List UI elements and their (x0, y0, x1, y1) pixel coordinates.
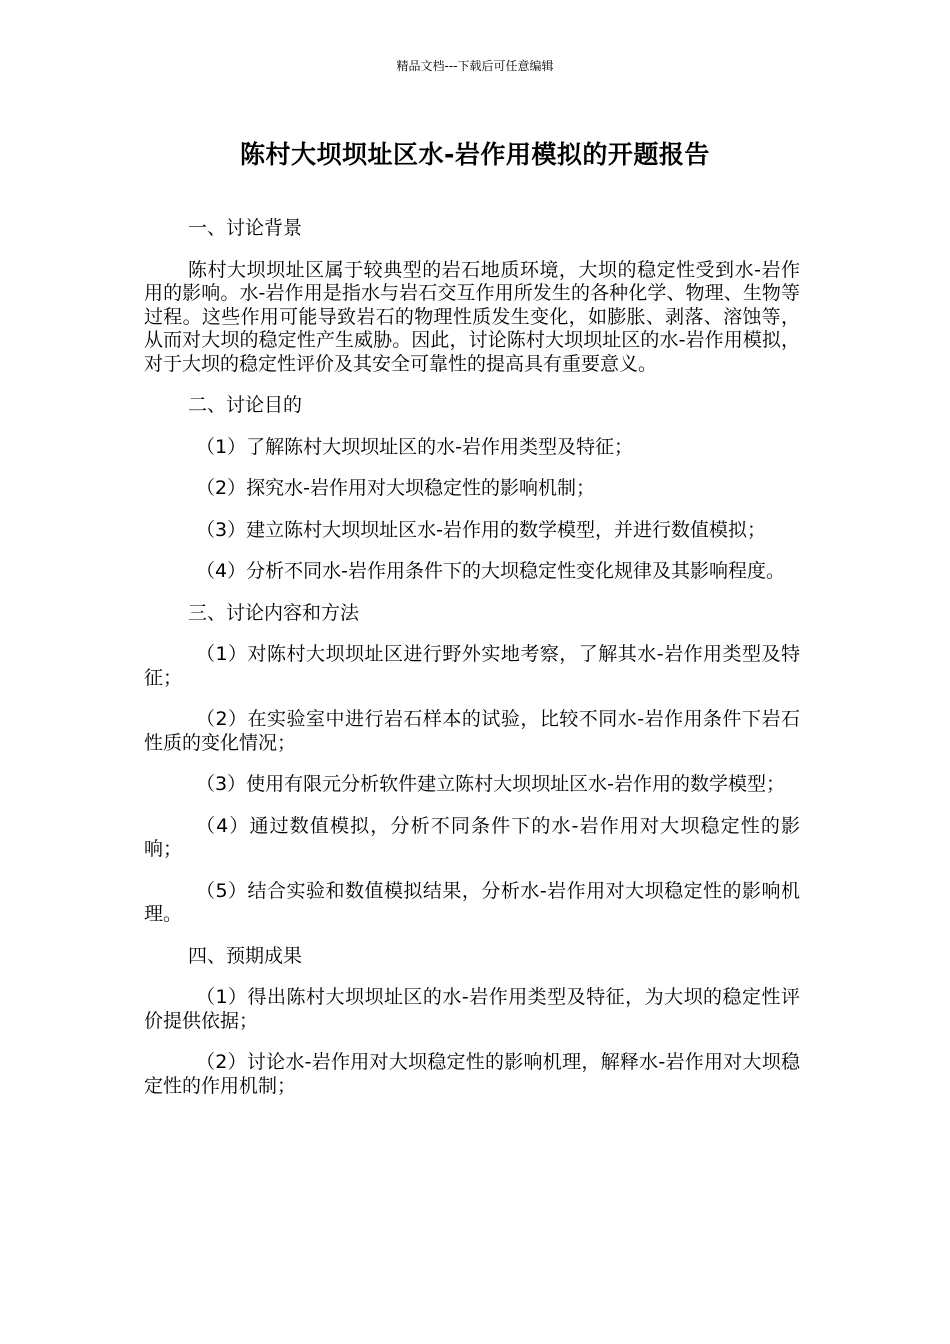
paragraph-background: 陈村大坝坝址区属于较典型的岩石地质环境，大坝的稳定性受到水-岩作用的影响。水-岩作用是指水与岩石交互作用所发生的各种化学、物理、生物等过程。这些作用可能导致岩石的物理性质发生变化，如膨胀、剥落、溶蚀等，从而对大坝的稳定性产生威胁。因此，讨论陈村大坝坝址区的水-岩作用模拟，对于大坝的稳定性评价及其安全可靠性的提高具有重要意义。 (144, 258, 800, 375)
document-title: 陈村大坝坝址区水-岩作用模拟的开题报告 (240, 140, 710, 169)
header-note: 精品文档---下载后可任意编辑 (396, 59, 554, 73)
list-item: （3）使用有限元分析软件建立陈村大坝坝址区水-岩作用的数学模型； (196, 773, 785, 795)
list-item: （1）对陈村大坝坝址区进行野外实地考察，了解其水-岩作用类型及特征； (144, 643, 800, 689)
section-heading-expected-results: 四、预期成果 (188, 944, 303, 967)
list-item: （1）了解陈村大坝坝址区的水-岩作用类型及特征； (196, 435, 633, 458)
list-item: （4）通过数值模拟，分析不同条件下的水-岩作用对大坝稳定性的影响； (144, 814, 800, 860)
section-heading-background: 一、讨论背景 (188, 217, 303, 239)
list-item: （2）探究水-岩作用对大坝稳定性的影响机制； (196, 477, 595, 499)
list-item: （4）分析不同水-岩作用条件下的大坝稳定性变化规律及其影响程度。 (196, 560, 785, 582)
list-item: （2）讨论水-岩作用对大坝稳定性的影响机理，解释水-岩作用对大坝稳定性的作用机制； (144, 1051, 800, 1097)
document-body (144, 217, 800, 1116)
list-item: （3）建立陈村大坝坝址区水-岩作用的数学模型，并进行数值模拟； (196, 518, 766, 541)
section-heading-content-methods: 三、讨论内容和方法 (188, 601, 360, 624)
section-heading-purpose: 二、讨论目的 (188, 394, 303, 416)
list-item: （2）在实验室中进行岩石样本的试验，比较不同水-岩作用条件下岩石性质的变化情况； (144, 708, 800, 754)
list-item: （1）得出陈村大坝坝址区的水-岩作用类型及特征，为大坝的稳定性评价提供依据； (144, 986, 800, 1032)
list-item: （5）结合实验和数值模拟结果，分析水-岩作用对大坝稳定性的影响机理。 (144, 879, 800, 925)
